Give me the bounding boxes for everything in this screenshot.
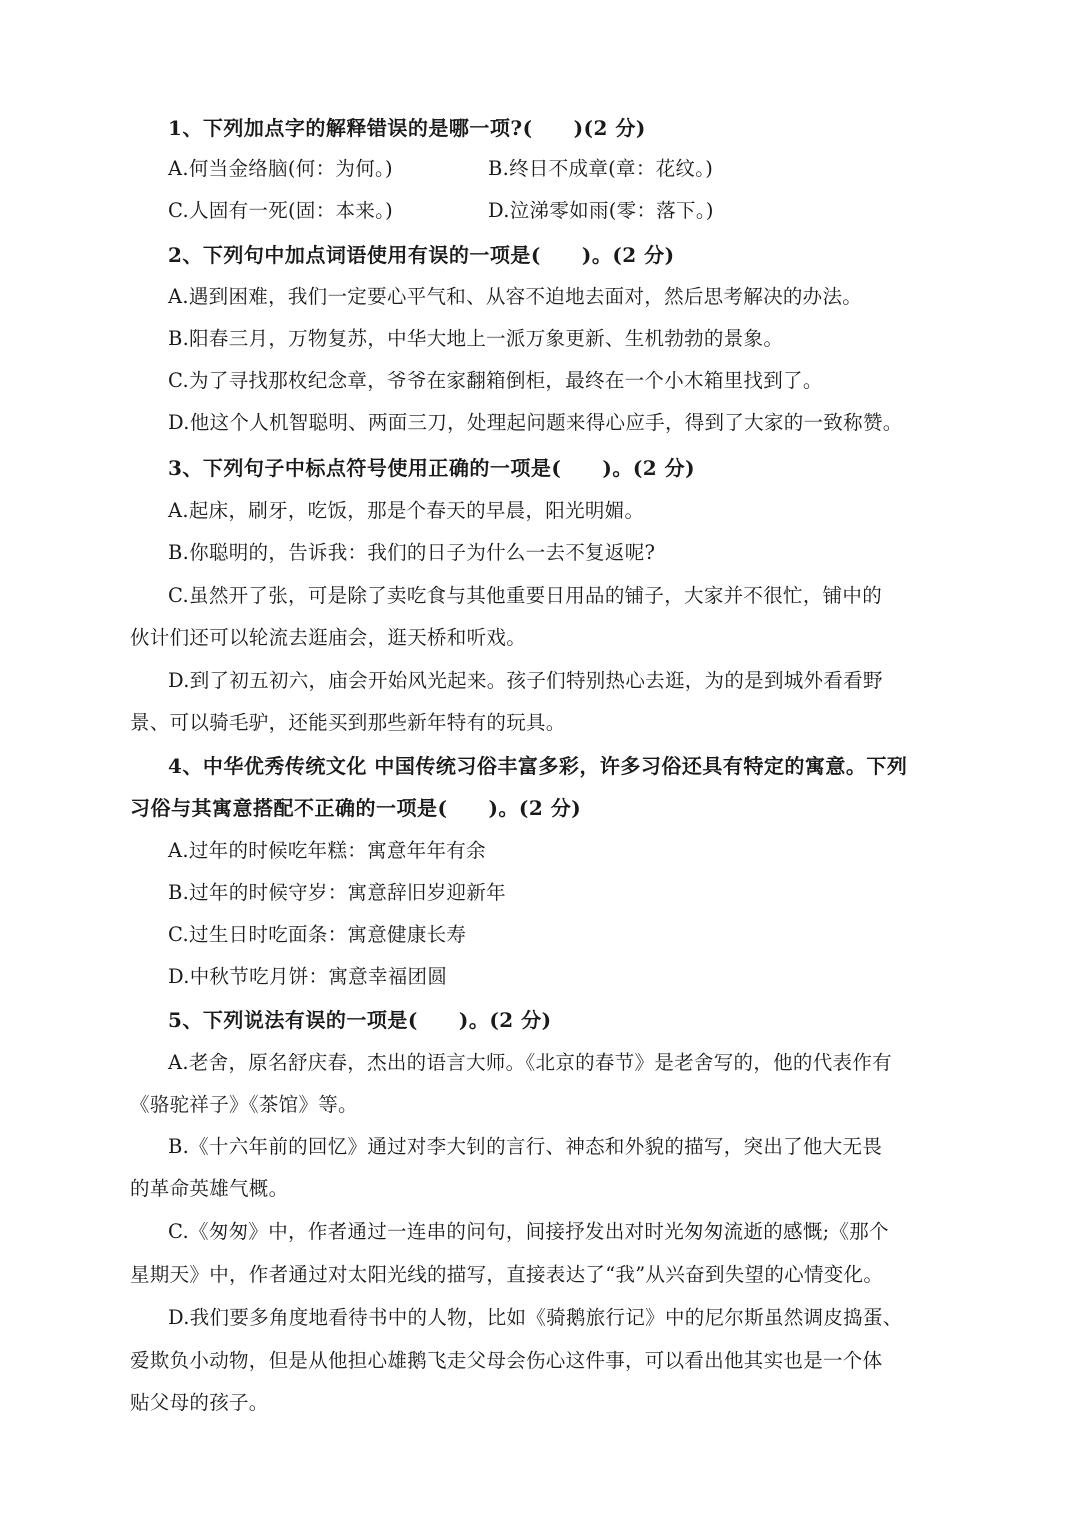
question-5-stem: 5、下列说法有误的一项是( )。(2 分) xyxy=(168,1008,552,1032)
question-1-option-c: C.人固有一死(固：本来。) xyxy=(168,199,394,222)
question-2-option-b: B.阳春三月，万物复苏，中华大地上一派万象更新、生机勃勃的景象。 xyxy=(168,327,784,350)
question-5-option-b-line1: B.《十六年前的回忆》通过对李大钊的言行、神态和外貌的描写，突出了他大无畏 xyxy=(168,1135,883,1158)
question-3-option-d-line1: D.到了初五初六，庙会开始风光起来。孩子们特别热心去逛，为的是到城外看看野 xyxy=(168,669,883,692)
question-1-option-d: D.泣涕零如雨(零：落下。) xyxy=(488,199,714,222)
question-5-option-d-line2: 爱欺负小动物，但是从他担心雄鹅飞走父母会伤心这件事，可以看出他其实也是一个体 xyxy=(130,1349,883,1372)
question-2-option-c: C.为了寻找那枚纪念章，爷爷在家翻箱倒柜，最终在一个小木箱里找到了。 xyxy=(168,369,823,392)
question-2-option-d: D.他这个人机智聪明、两面三刀，处理起问题来得心应手，得到了大家的一致称赞。 xyxy=(168,411,903,434)
question-2-stem: 2、下列句中加点词语使用有误的一项是( )。(2 分) xyxy=(168,243,675,267)
question-5-option-c-line2: 星期天》中，作者通过对太阳光线的描写，直接表达了“我”从兴奋到失望的心情变化。 xyxy=(130,1263,884,1286)
question-3-option-c-line1: C.虽然开了张，可是除了卖吃食与其他重要日用品的铺子，大家并不很忙，铺中的 xyxy=(168,584,883,607)
question-4-option-b: B.过年的时候守岁：寓意辞旧岁迎新年 xyxy=(168,881,506,904)
question-3-option-d-line2: 景、可以骑毛驴，还能买到那些新年特有的玩具。 xyxy=(130,711,566,734)
question-4-stem-line2: 习俗与其寓意搭配不正确的一项是( )。(2 分) xyxy=(130,796,582,820)
question-1-option-a: A.何当金络脑(何：为何。) xyxy=(168,157,393,180)
question-3-stem: 3、下列句子中标点符号使用正确的一项是( )。(2 分) xyxy=(168,456,696,480)
question-5-option-a-line1: A.老舍，原名舒庆春，杰出的语言大师。《北京的春节》是老舍写的，他的代表作有 xyxy=(168,1051,892,1074)
question-3-option-c-line2: 伙计们还可以轮流去逛庙会，逛天桥和听戏。 xyxy=(130,626,527,649)
question-5-option-d-line3: 贴父母的孩子。 xyxy=(130,1391,269,1414)
question-5-option-a-line2: 《骆驼祥子》《茶馆》等。 xyxy=(130,1093,358,1116)
question-4-option-d: D.中秋节吃月饼：寓意幸福团圆 xyxy=(168,965,448,988)
question-4-stem-line1: 4、中华优秀传统文化 中国传统习俗丰富多彩，许多习俗还具有特定的寓意。下列 xyxy=(168,754,908,778)
question-4-option-a: A.过年的时候吃年糕：寓意年年有余 xyxy=(168,839,486,862)
question-3-option-b: B.你聪明的，告诉我：我们的日子为什么一去不复返呢? xyxy=(168,541,656,564)
question-3-option-a: A.起床，刷牙，吃饭，那是个春天的早晨，阳光明媚。 xyxy=(168,499,645,522)
question-5-option-b-line2: 的革命英雄气概。 xyxy=(130,1177,289,1200)
question-5-option-c-line1: C.《匆匆》中，作者通过一连串的问句，间接抒发出对时光匆匆流逝的感慨;《那个 xyxy=(168,1220,889,1243)
question-1-option-b: B.终日不成章(章：花纹。) xyxy=(488,157,714,180)
question-1-stem: 1、下列加点字的解释错误的是哪一项?( )(2 分) xyxy=(168,116,646,140)
question-4-option-c: C.过生日时吃面条：寓意健康长寿 xyxy=(168,923,467,946)
question-2-option-a: A.遇到困难，我们一定要心平气和、从容不迫地去面对，然后思考解决的办法。 xyxy=(168,285,863,308)
question-5-option-d-line1: D.我们要多角度地看待书中的人物，比如《骑鹅旅行记》中的尼尔斯虽然调皮捣蛋、 xyxy=(168,1306,903,1329)
